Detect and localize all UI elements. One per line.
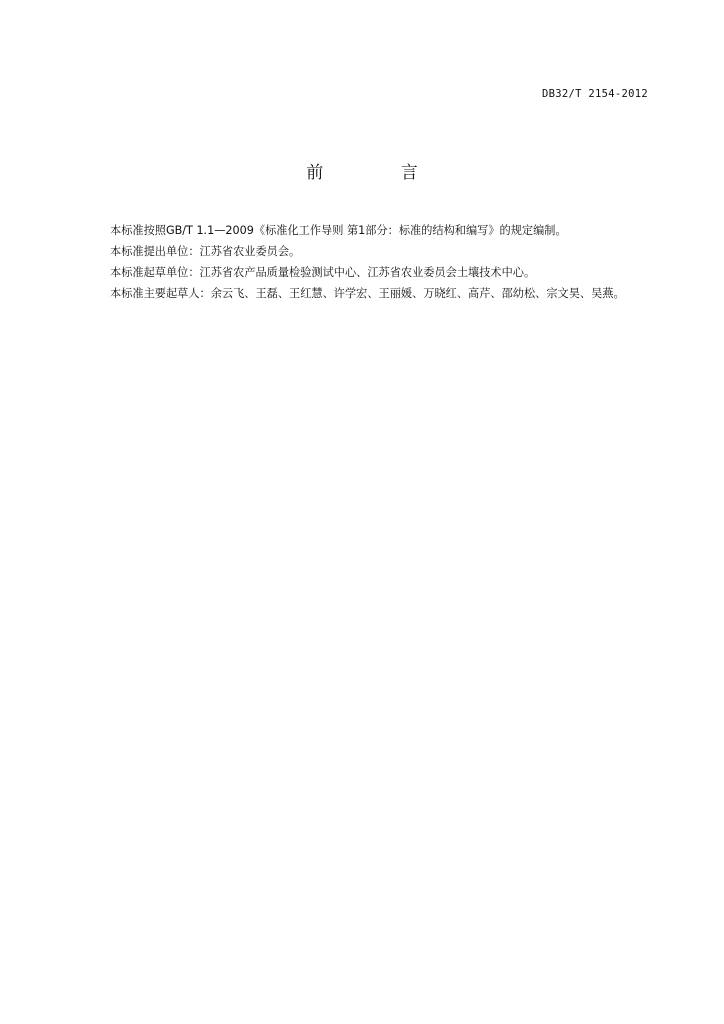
standard-code: DB32/T 2154-2012 bbox=[542, 88, 648, 100]
paragraph-proposing-unit: 本标准提出单位：江苏省农业委员会。 bbox=[110, 245, 301, 258]
paragraph-compilation-basis: 本标准按照GB/T 1.1—2009《标准化工作导则 第1部分：标准的结构和编写》的规定编制。 bbox=[110, 224, 567, 237]
foreword-title: 前 言 bbox=[306, 163, 454, 183]
paragraph-main-drafters: 本标准主要起草人：余云飞、王磊、王红慧、许学宏、王丽媛、万晓红、高芹、邵幼松、宗文昊、吴燕。 bbox=[110, 287, 625, 300]
foreword-body bbox=[86, 220, 658, 304]
paragraph-drafting-units: 本标准起草单位：江苏省农产品质量检验测试中心、江苏省农业委员会土壤技术中心。 bbox=[110, 266, 536, 279]
